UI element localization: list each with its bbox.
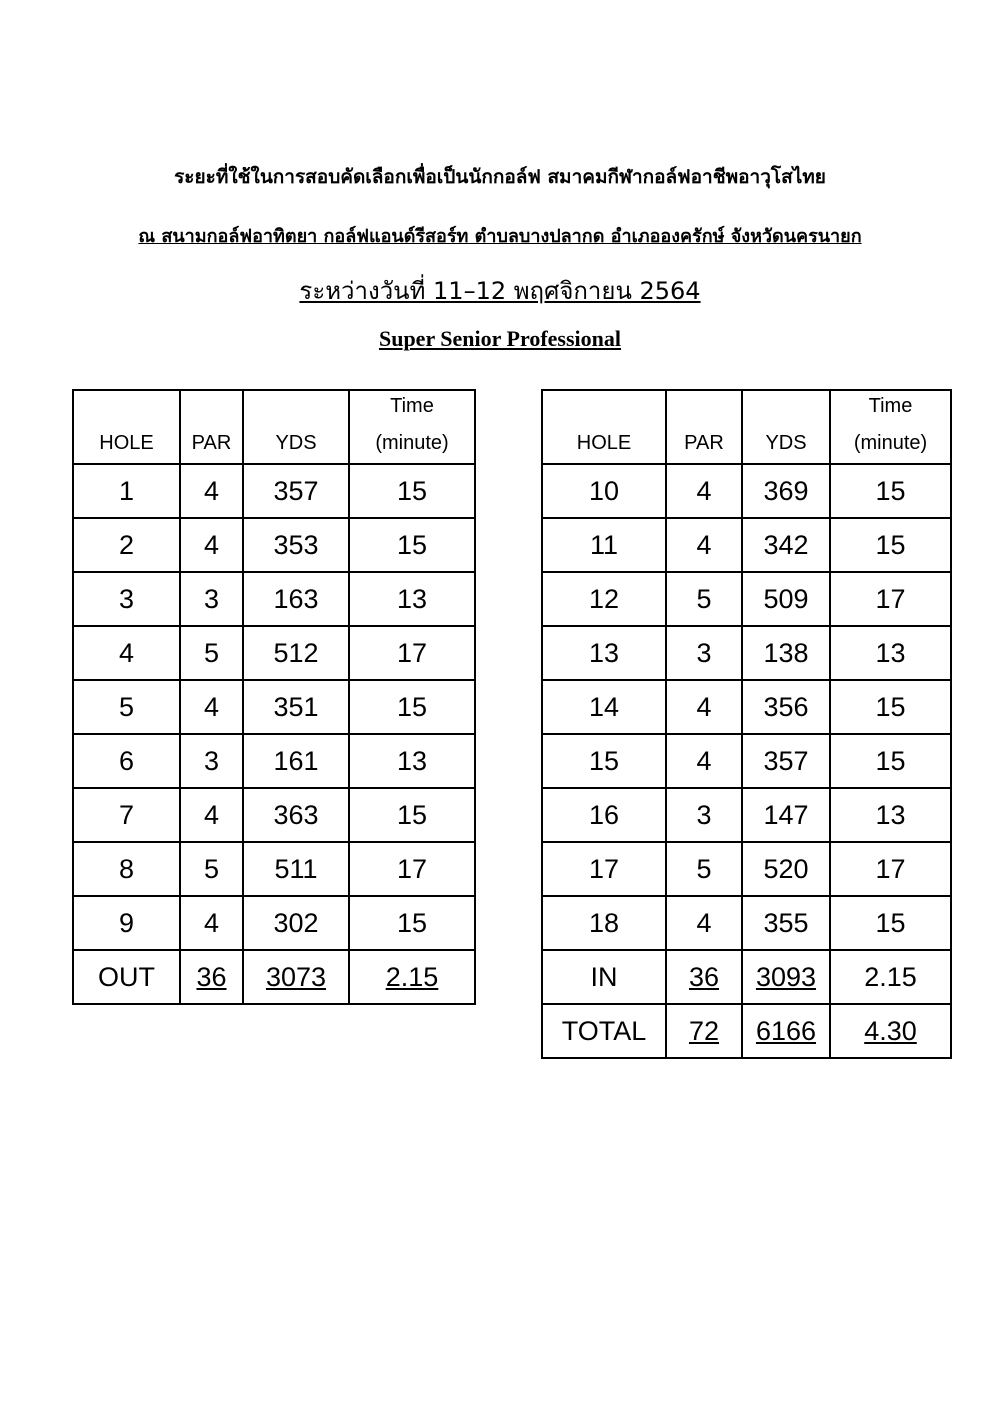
table-row — [73, 572, 475, 626]
par-cell: 3 — [666, 788, 742, 842]
table-row — [73, 518, 475, 572]
table-row — [542, 572, 951, 626]
category-title: Super Senior Professional — [378, 326, 622, 351]
yds-cell: 363 — [243, 788, 349, 842]
hole-cell: 14 — [542, 680, 666, 734]
yds-cell: 353 — [243, 518, 349, 572]
par-cell: 4 — [180, 896, 243, 950]
par-cell: 3 — [666, 626, 742, 680]
par-cell: 4 — [666, 734, 742, 788]
yds-cell: 161 — [243, 734, 349, 788]
total-time: 4.30 — [830, 1004, 951, 1058]
time-cell: 15 — [349, 464, 475, 518]
in-yds-total: 3093 — [742, 950, 830, 1004]
par-cell: 5 — [666, 842, 742, 896]
yds-cell: 355 — [742, 896, 830, 950]
in-time-total: 2.15 — [830, 950, 951, 1004]
time-cell: 15 — [349, 680, 475, 734]
yds-cell: 357 — [742, 734, 830, 788]
header-par: PAR — [666, 390, 742, 464]
yds-cell: 357 — [243, 464, 349, 518]
table-row — [542, 464, 951, 518]
hole-cell: 12 — [542, 572, 666, 626]
hole-cell: 11 — [542, 518, 666, 572]
total-par: 72 — [666, 1004, 742, 1058]
par-cell: 5 — [180, 626, 243, 680]
out-time-total: 2.15 — [349, 950, 475, 1004]
table-header-row — [542, 390, 951, 464]
document-title: ระยะที่ใช้ในการสอบคัดเลือกเพื่อเป็นนักกอล์ฟ สมาคมกีฬากอล์ฟอาชีพอาวุโสไทย — [174, 166, 826, 188]
table-row — [542, 896, 951, 950]
header-time-unit: (minute) — [375, 432, 449, 454]
yds-cell: 302 — [243, 896, 349, 950]
time-cell: 17 — [830, 842, 951, 896]
time-cell: 15 — [349, 518, 475, 572]
table-row — [73, 788, 475, 842]
hole-cell: 16 — [542, 788, 666, 842]
time-cell: 15 — [830, 680, 951, 734]
par-cell: 3 — [180, 572, 243, 626]
time-cell: 15 — [830, 734, 951, 788]
header-time-label: Time — [868, 395, 913, 417]
yds-cell: 163 — [243, 572, 349, 626]
yds-cell: 147 — [742, 788, 830, 842]
in-total-row — [542, 950, 951, 1004]
table-row — [73, 842, 475, 896]
yds-cell: 369 — [742, 464, 830, 518]
out-par-total: 36 — [180, 950, 243, 1004]
back-nine-table — [541, 389, 952, 1059]
hole-cell: 15 — [542, 734, 666, 788]
time-cell: 13 — [349, 734, 475, 788]
hole-cell: 2 — [73, 518, 180, 572]
date-line: ระหว่างวันที่ 11–12 พฤศจิกายน 2564 — [299, 277, 701, 305]
header-time — [349, 390, 475, 464]
total-yds: 6166 — [742, 1004, 830, 1058]
par-cell: 3 — [180, 734, 243, 788]
yds-cell: 512 — [243, 626, 349, 680]
in-label: IN — [542, 950, 666, 1004]
grand-total-row — [542, 1004, 951, 1058]
hole-cell: 10 — [542, 464, 666, 518]
hole-cell: 4 — [73, 626, 180, 680]
table-row — [73, 626, 475, 680]
table-row — [73, 896, 475, 950]
header-par: PAR — [180, 390, 243, 464]
out-label: OUT — [73, 950, 180, 1004]
total-label: TOTAL — [542, 1004, 666, 1058]
time-cell: 15 — [349, 896, 475, 950]
par-cell: 4 — [180, 788, 243, 842]
time-cell: 15 — [830, 464, 951, 518]
header-time — [830, 390, 951, 464]
header-yds: YDS — [742, 390, 830, 464]
par-cell: 4 — [180, 518, 243, 572]
time-cell: 17 — [830, 572, 951, 626]
out-yds-total: 3073 — [243, 950, 349, 1004]
header-time-unit: (minute) — [853, 432, 928, 454]
table-row — [542, 842, 951, 896]
table-row — [542, 734, 951, 788]
par-cell: 5 — [180, 842, 243, 896]
table-row — [542, 680, 951, 734]
header-time-label: Time — [390, 395, 434, 417]
time-cell: 17 — [349, 626, 475, 680]
yds-cell: 138 — [742, 626, 830, 680]
table-row — [73, 464, 475, 518]
time-cell: 15 — [349, 788, 475, 842]
header-hole: HOLE — [73, 390, 180, 464]
table-row — [542, 626, 951, 680]
par-cell: 4 — [180, 680, 243, 734]
table-row — [73, 680, 475, 734]
front-nine-table — [72, 389, 476, 1005]
yds-cell: 511 — [243, 842, 349, 896]
hole-cell: 18 — [542, 896, 666, 950]
hole-cell: 3 — [73, 572, 180, 626]
par-cell: 4 — [666, 464, 742, 518]
table-row — [542, 788, 951, 842]
hole-cell: 5 — [73, 680, 180, 734]
hole-cell: 17 — [542, 842, 666, 896]
time-cell: 13 — [830, 626, 951, 680]
hole-cell: 13 — [542, 626, 666, 680]
yds-cell: 520 — [742, 842, 830, 896]
hole-cell: 7 — [73, 788, 180, 842]
par-cell: 4 — [180, 464, 243, 518]
hole-cell: 9 — [73, 896, 180, 950]
yds-cell: 509 — [742, 572, 830, 626]
yds-cell: 351 — [243, 680, 349, 734]
par-cell: 4 — [666, 680, 742, 734]
par-cell: 5 — [666, 572, 742, 626]
venue-line: ณ สนามกอล์ฟอาทิตยา กอล์ฟแอนด์รีสอร์ท ตำบลบางปลากด อำเภอองครักษ์ จังหวัดนครนายก — [138, 226, 862, 247]
table-row — [73, 734, 475, 788]
par-cell: 4 — [666, 896, 742, 950]
time-cell: 15 — [830, 518, 951, 572]
time-cell: 15 — [830, 896, 951, 950]
table-row — [542, 518, 951, 572]
yds-cell: 356 — [742, 680, 830, 734]
in-par-total: 36 — [666, 950, 742, 1004]
time-cell: 17 — [349, 842, 475, 896]
time-cell: 13 — [830, 788, 951, 842]
yds-cell: 342 — [742, 518, 830, 572]
table-header-row — [73, 390, 475, 464]
header-yds: YDS — [243, 390, 349, 464]
hole-cell: 6 — [73, 734, 180, 788]
hole-cell: 1 — [73, 464, 180, 518]
par-cell: 4 — [666, 518, 742, 572]
hole-cell: 8 — [73, 842, 180, 896]
out-total-row — [73, 950, 475, 1004]
header-hole: HOLE — [542, 390, 666, 464]
time-cell: 13 — [349, 572, 475, 626]
